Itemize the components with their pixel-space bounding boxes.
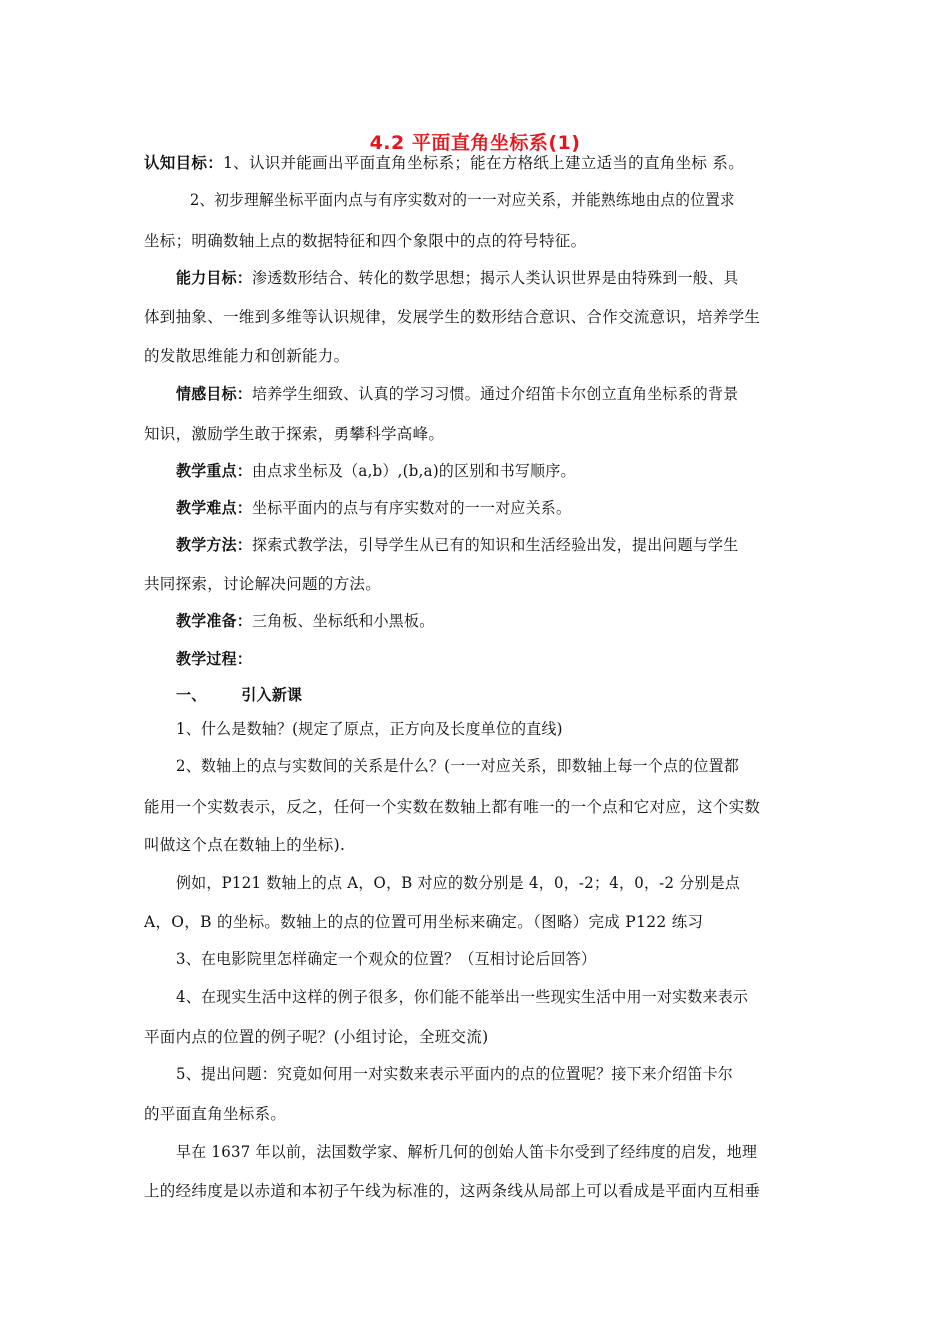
question-2-line-1: 2、数轴上的点与实数间的关系是什么？(一一对应关系，即数轴上每一个点的位置都 (176, 757, 740, 775)
difficulty-text: 坐标平面内的点与有序实数对的一一对应关系。 (252, 499, 572, 517)
difficulty-label: 教学难点： (176, 499, 253, 517)
goal-ability-label: 能力目标： (176, 269, 253, 287)
history-line-1: 早在 1637 年以前，法国数学家、解析几何的创始人笛卡尔受到了经纬度的启发，地理 (176, 1143, 758, 1161)
process-heading: 教学过程： (176, 650, 253, 668)
method-label: 教学方法： (176, 536, 253, 554)
question-4-line-2: 平面内点的位置的例子呢？(小组讨论，全班交流) (144, 1028, 489, 1046)
prep-label: 教学准备： (176, 612, 253, 630)
example-line-1: 例如，P121 数轴上的点 A，O，B 对应的数分别是 4，0，-2；4，0，-2 分别是点 (176, 874, 741, 892)
section-1-number: 一、 (176, 686, 207, 704)
prep-text: 三角板、坐标纸和小黑板。 (252, 612, 435, 630)
goal-cognitive-line-3: 坐标；明确数轴上点的数据特征和四个象限中的点的符号特征。 (144, 232, 587, 250)
key-point-text: 由点求坐标及（a,b）,(b,a)的区别和书写顺序。 (252, 462, 576, 480)
question-5-line-2: 的平面直角坐标系。 (144, 1105, 287, 1123)
question-5-line-1: 5、提出问题：究竟如何用一对实数来表示平面内的点的位置呢？接下来介绍笛卡尔 (176, 1065, 733, 1083)
goal-emotion-line-2: 知识，激励学生敢于探索，勇攀科学高峰。 (144, 425, 445, 443)
section-1-title: 引入新课 (241, 686, 303, 704)
goal-ability-text-1: 渗透数形结合、转化的数学思想；揭示人类认识世界是由特殊到一般、具 (252, 269, 739, 287)
method-line-2: 共同探索，讨论解决问题的方法。 (144, 575, 382, 593)
goal-emotion-text-1: 培养学生细致、认真的学习习惯。通过介绍笛卡尔创立直角坐标系的背景 (252, 385, 739, 403)
difficulty-line (176, 498, 830, 518)
prep-line (176, 611, 830, 631)
page-title: 4.2 平面直角坐标系(1) (369, 132, 581, 154)
goal-ability-line-3: 的发散思维能力和创新能力。 (144, 347, 350, 365)
goal-cognitive-line-1 (144, 153, 824, 173)
method-line-1 (176, 535, 830, 555)
section-1-heading (176, 685, 830, 705)
goal-emotion-line-1 (176, 384, 830, 404)
key-point-line (176, 461, 830, 481)
method-text-1: 探索式教学法，引导学生从已有的知识和生活经验出发，提出问题与学生 (252, 536, 739, 554)
goal-cognitive-text-1: 1、认识并能画出平面直角坐标系；能在方格纸上建立适当的直角坐标 系。 (223, 154, 745, 172)
example-line-2: A，O，B 的坐标。数轴上的点的位置可用坐标来确定。（图略）完成 P122 练习 (144, 913, 704, 931)
question-2-line-2: 能用一个实数表示，反之，任何一个实数在数轴上都有唯一的一个点和它对应，这个实数 (144, 798, 761, 816)
goal-cognitive-label: 认知目标： (144, 154, 224, 172)
goal-emotion-label: 情感目标： (176, 385, 253, 403)
question-2-line-3: 叫做这个点在数轴上的坐标). (144, 836, 346, 854)
question-1: 1、什么是数轴？(规定了原点，正方向及长度单位的直线) (176, 720, 563, 738)
history-line-2: 上的经纬度是以赤道和本初子午线为标准的，这两条线从局部上可以看成是平面内互相垂 (144, 1182, 761, 1200)
goal-ability-line-2: 体到抽象、一维到多维等认识规律，发展学生的数形结合意识、合作交流意识，培养学生 (144, 308, 761, 326)
question-3: 3、在电影院里怎样确定一个观众的位置？（互相讨论后回答） (176, 950, 597, 968)
question-4-line-1: 4、在现实生活中这样的例子很多，你们能不能举出一些现实生活中用一对实数来表示 (176, 988, 749, 1006)
key-point-label: 教学重点： (176, 462, 253, 480)
goal-ability-line-1 (176, 268, 830, 288)
goal-cognitive-line-2: 2、初步理解坐标平面内点与有序实数对的一一对应关系，并能熟练地由点的位置求 (190, 191, 735, 209)
